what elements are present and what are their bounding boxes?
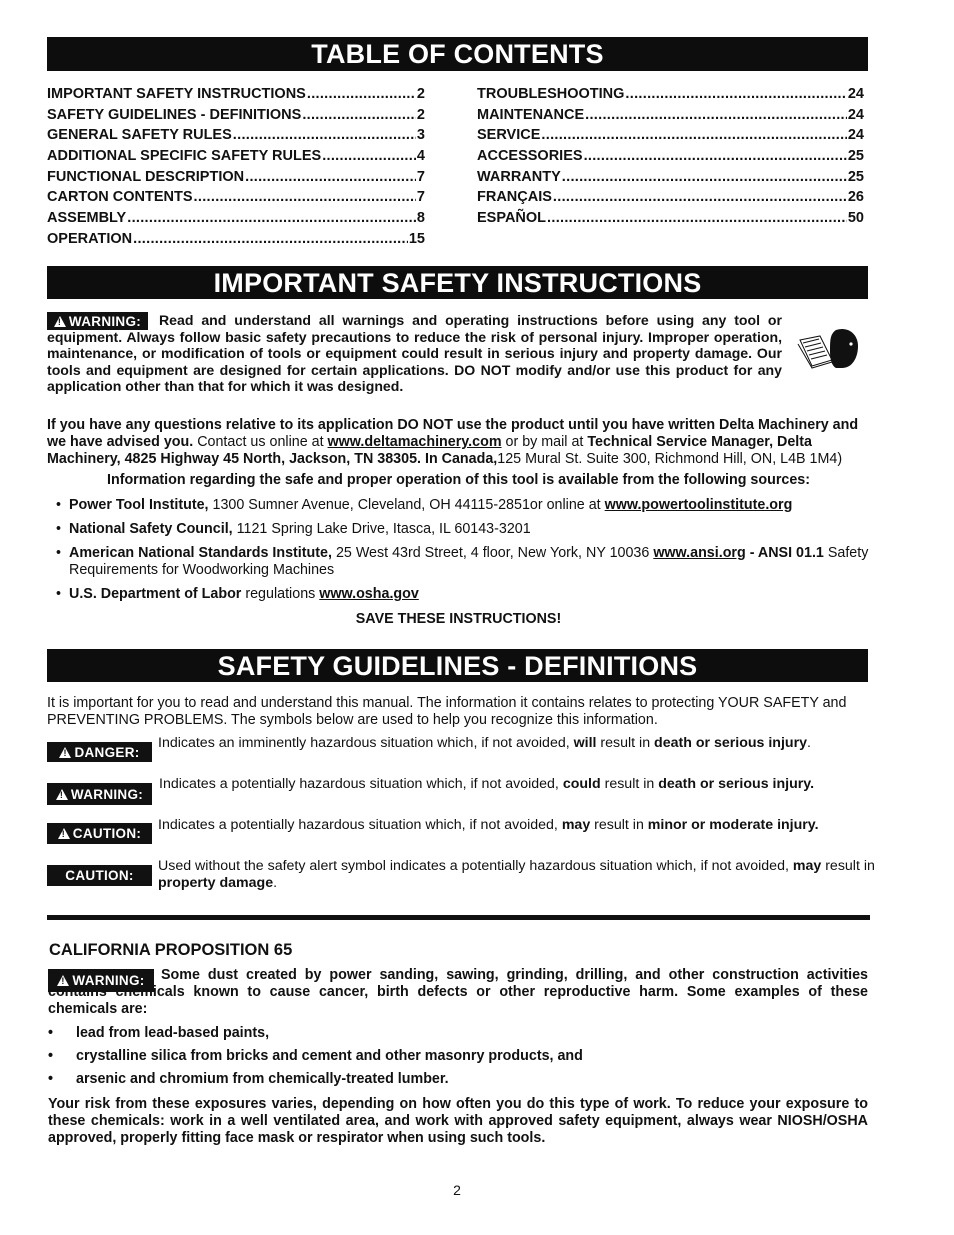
prop65-list xyxy=(48,1025,868,1094)
warning-badge: ! WARNING: xyxy=(47,783,152,805)
ansi-link[interactable]: www.ansi.org xyxy=(653,545,746,561)
toc-entry[interactable] xyxy=(47,148,425,169)
prop65-closing: Your risk from these exposures varies, depending on how often you do this type of work. To reduce your exposure to these chemicals: work in a well ventilated area, and work with approved safety equipment, always wear NIOSH/OSHA approved, properly fitting face mask or respirator when using such tools. xyxy=(48,1096,868,1146)
toc-entry-page: 15 xyxy=(408,230,425,247)
toc-entry[interactable] xyxy=(47,127,425,148)
toc-entry[interactable] xyxy=(47,189,425,210)
toc-title: TABLE OF CONTENTS xyxy=(311,39,604,69)
delta-website-link[interactable]: www.deltamachinery.com xyxy=(327,434,502,450)
list-item: • U.S. Department of Labor regulations www.osha.gov xyxy=(47,586,877,603)
definition-text: Indicates a potentially hazardous situation which, if not avoided, could result in death or serious injury. xyxy=(159,776,815,792)
caution-badge: ! CAUTION: xyxy=(47,823,152,844)
safety-banner xyxy=(47,266,868,299)
toc-entry[interactable] xyxy=(477,148,864,169)
toc-entry-page: 26 xyxy=(847,189,864,206)
warning-badge: ! WARNING: xyxy=(47,312,148,330)
list-item: • lead from lead-based paints, xyxy=(48,1025,270,1041)
toc-entry-title: FRANÇAIS xyxy=(477,189,552,206)
toc-entry[interactable] xyxy=(477,210,864,231)
alert-triangle-icon xyxy=(56,789,68,800)
toc-entry-title: MAINTENANCE xyxy=(477,106,585,123)
danger-badge: ! DANGER: xyxy=(47,742,152,762)
toc-entry[interactable] xyxy=(47,107,425,128)
toc-entry-page: 2 xyxy=(416,106,425,123)
sources-heading: Information regarding the safe and proper operation of this tool is available from the following sources: xyxy=(106,472,810,488)
toc-entry[interactable] xyxy=(47,231,425,252)
toc-entry[interactable] xyxy=(477,107,864,128)
toc-entry[interactable] xyxy=(47,210,425,231)
toc-entry-page: 24 xyxy=(847,106,864,123)
contact-paragraph: If you have any questions relative to its application DO NOT use the product until you have written Delta Machinery and we have advised you. Contact us online at www.deltamachinery.com or by mail at Technical Service Manager, Delta Machinery, 4825 Highway 45 North, Jackson, TN 38305. In Canada,125 Mural St. Suite 300, Richmond Hill, ON, L4B 1M4) xyxy=(47,417,859,467)
toc-entry-title: OPERATION xyxy=(47,230,133,247)
section-divider xyxy=(47,915,870,920)
save-instructions: SAVE THESE INSTRUCTIONS! xyxy=(355,611,562,627)
alert-triangle-icon xyxy=(58,828,70,839)
toc-entry[interactable] xyxy=(477,127,864,148)
toc-entry-title: IMPORTANT SAFETY INSTRUCTIONS xyxy=(47,86,306,102)
toc-entry-page: 3 xyxy=(416,127,425,144)
toc-entry[interactable] xyxy=(477,189,864,210)
toc-entry-page: 24 xyxy=(847,86,864,102)
toc-banner xyxy=(47,37,868,71)
list-item: • National Safety Council, 1121 Spring Lake Drive, Itasca, IL 60143-3201 xyxy=(47,521,877,538)
pti-link[interactable]: www.powertoolinstitute.org xyxy=(604,497,793,513)
guidelines-intro: It is important for you to read and understand this manual. The information it contains relates to protecting YOUR SAFETY and PREVENTING PROBLEMS. The symbols below are used to help you recognize this information. xyxy=(47,695,847,728)
toc-entry-title: SAFETY GUIDELINES - DEFINITIONS xyxy=(47,106,302,123)
warning-badge: ! WARNING: xyxy=(48,969,154,992)
toc-entry-title: TROUBLESHOOTING xyxy=(477,86,625,102)
toc-entry-title: SERVICE xyxy=(477,127,541,144)
definition-text: Used without the safety alert symbol indicates a potentially hazardous situation which, if not avoided, may result in property damage. xyxy=(158,858,875,891)
toc-entry-title: WARRANTY xyxy=(477,168,561,185)
toc-entry-page: 25 xyxy=(847,148,864,165)
warning-text: Read and understand all warnings and operating instructions before using any tool or equipment. Always follow basic safety precautions to reduce the risk of personal injury. Improper operation, maintenance, or modification of tools or equipment could result in serious injury and property damage. Our tools and equipment are designed for certain applications. DO NOT modify and/or use this product for any application other than that for which it was designed. xyxy=(47,312,782,394)
guidelines-banner xyxy=(47,649,868,682)
toc-entry-title: FUNCTIONAL DESCRIPTION xyxy=(47,168,245,185)
toc-entry[interactable] xyxy=(477,86,864,107)
toc-entry[interactable] xyxy=(477,169,864,190)
page-number: 2 xyxy=(453,1182,461,1198)
sources-list xyxy=(47,497,877,610)
toc-entry-title: ASSEMBLY xyxy=(47,210,127,227)
prop65-heading: CALIFORNIA PROPOSITION 65 xyxy=(49,941,293,959)
toc-entry-page: 2 xyxy=(416,86,425,102)
list-item: • Power Tool Institute, 1300 Sumner Avenue, Cleveland, OH 44115-2851or online at www.powertoolinstitute.org xyxy=(47,497,877,514)
toc-entry-page: 8 xyxy=(416,210,425,227)
toc-entry-page: 50 xyxy=(847,210,864,227)
toc-entry-title: ESPAÑOL xyxy=(477,210,547,227)
toc-entry-page: 24 xyxy=(847,127,864,144)
list-item: • crystalline silica from bricks and cement and other masonry products, and xyxy=(48,1048,583,1064)
read-manual-icon xyxy=(796,326,860,374)
toc-entry-title: ADDITIONAL SPECIFIC SAFETY RULES xyxy=(47,148,322,165)
toc-right-column xyxy=(477,86,864,231)
toc-entry-title: ACCESSORIES xyxy=(477,148,583,165)
toc-entry[interactable] xyxy=(47,169,425,190)
definition-text: Indicates a potentially hazardous situation which, if not avoided, may result in minor or moderate injury. xyxy=(158,817,819,833)
caution-badge: CAUTION: xyxy=(47,865,152,886)
prop65-text: Some dust created by power sanding, sawing, grinding, drilling, and other construction activities contains chemicals known to cause cancer, birth defects or other reproductive harm. Some examples of these chemicals are: xyxy=(48,967,868,1017)
toc-entry-page: 7 xyxy=(416,168,425,185)
guidelines-title: SAFETY GUIDELINES - DEFINITIONS xyxy=(217,651,698,681)
toc-entry-title: CARTON CONTENTS xyxy=(47,189,193,206)
toc-entry-title: GENERAL SAFETY RULES xyxy=(47,127,232,144)
osha-link[interactable]: www.osha.gov xyxy=(319,586,419,602)
definition-text: Indicates an imminently hazardous situation which, if not avoided, will result in death or serious injury. xyxy=(158,735,811,751)
toc-entry-page: 4 xyxy=(416,148,425,165)
toc-entry[interactable] xyxy=(47,86,425,107)
list-item: • American National Standards Institute, 25 West 43rd Street, 4 floor, New York, NY 10036 www.ansi.org - ANSI 01.1 Safety Requirements for Woodworking Machines xyxy=(47,545,877,579)
safety-title: IMPORTANT SAFETY INSTRUCTIONS xyxy=(213,268,702,298)
toc-left-column xyxy=(47,86,425,252)
list-item: • arsenic and chromium from chemically-treated lumber. xyxy=(48,1071,449,1087)
toc-entry-page: 25 xyxy=(847,168,864,185)
alert-triangle-icon xyxy=(59,747,71,758)
toc-entry-page: 7 xyxy=(416,189,425,206)
